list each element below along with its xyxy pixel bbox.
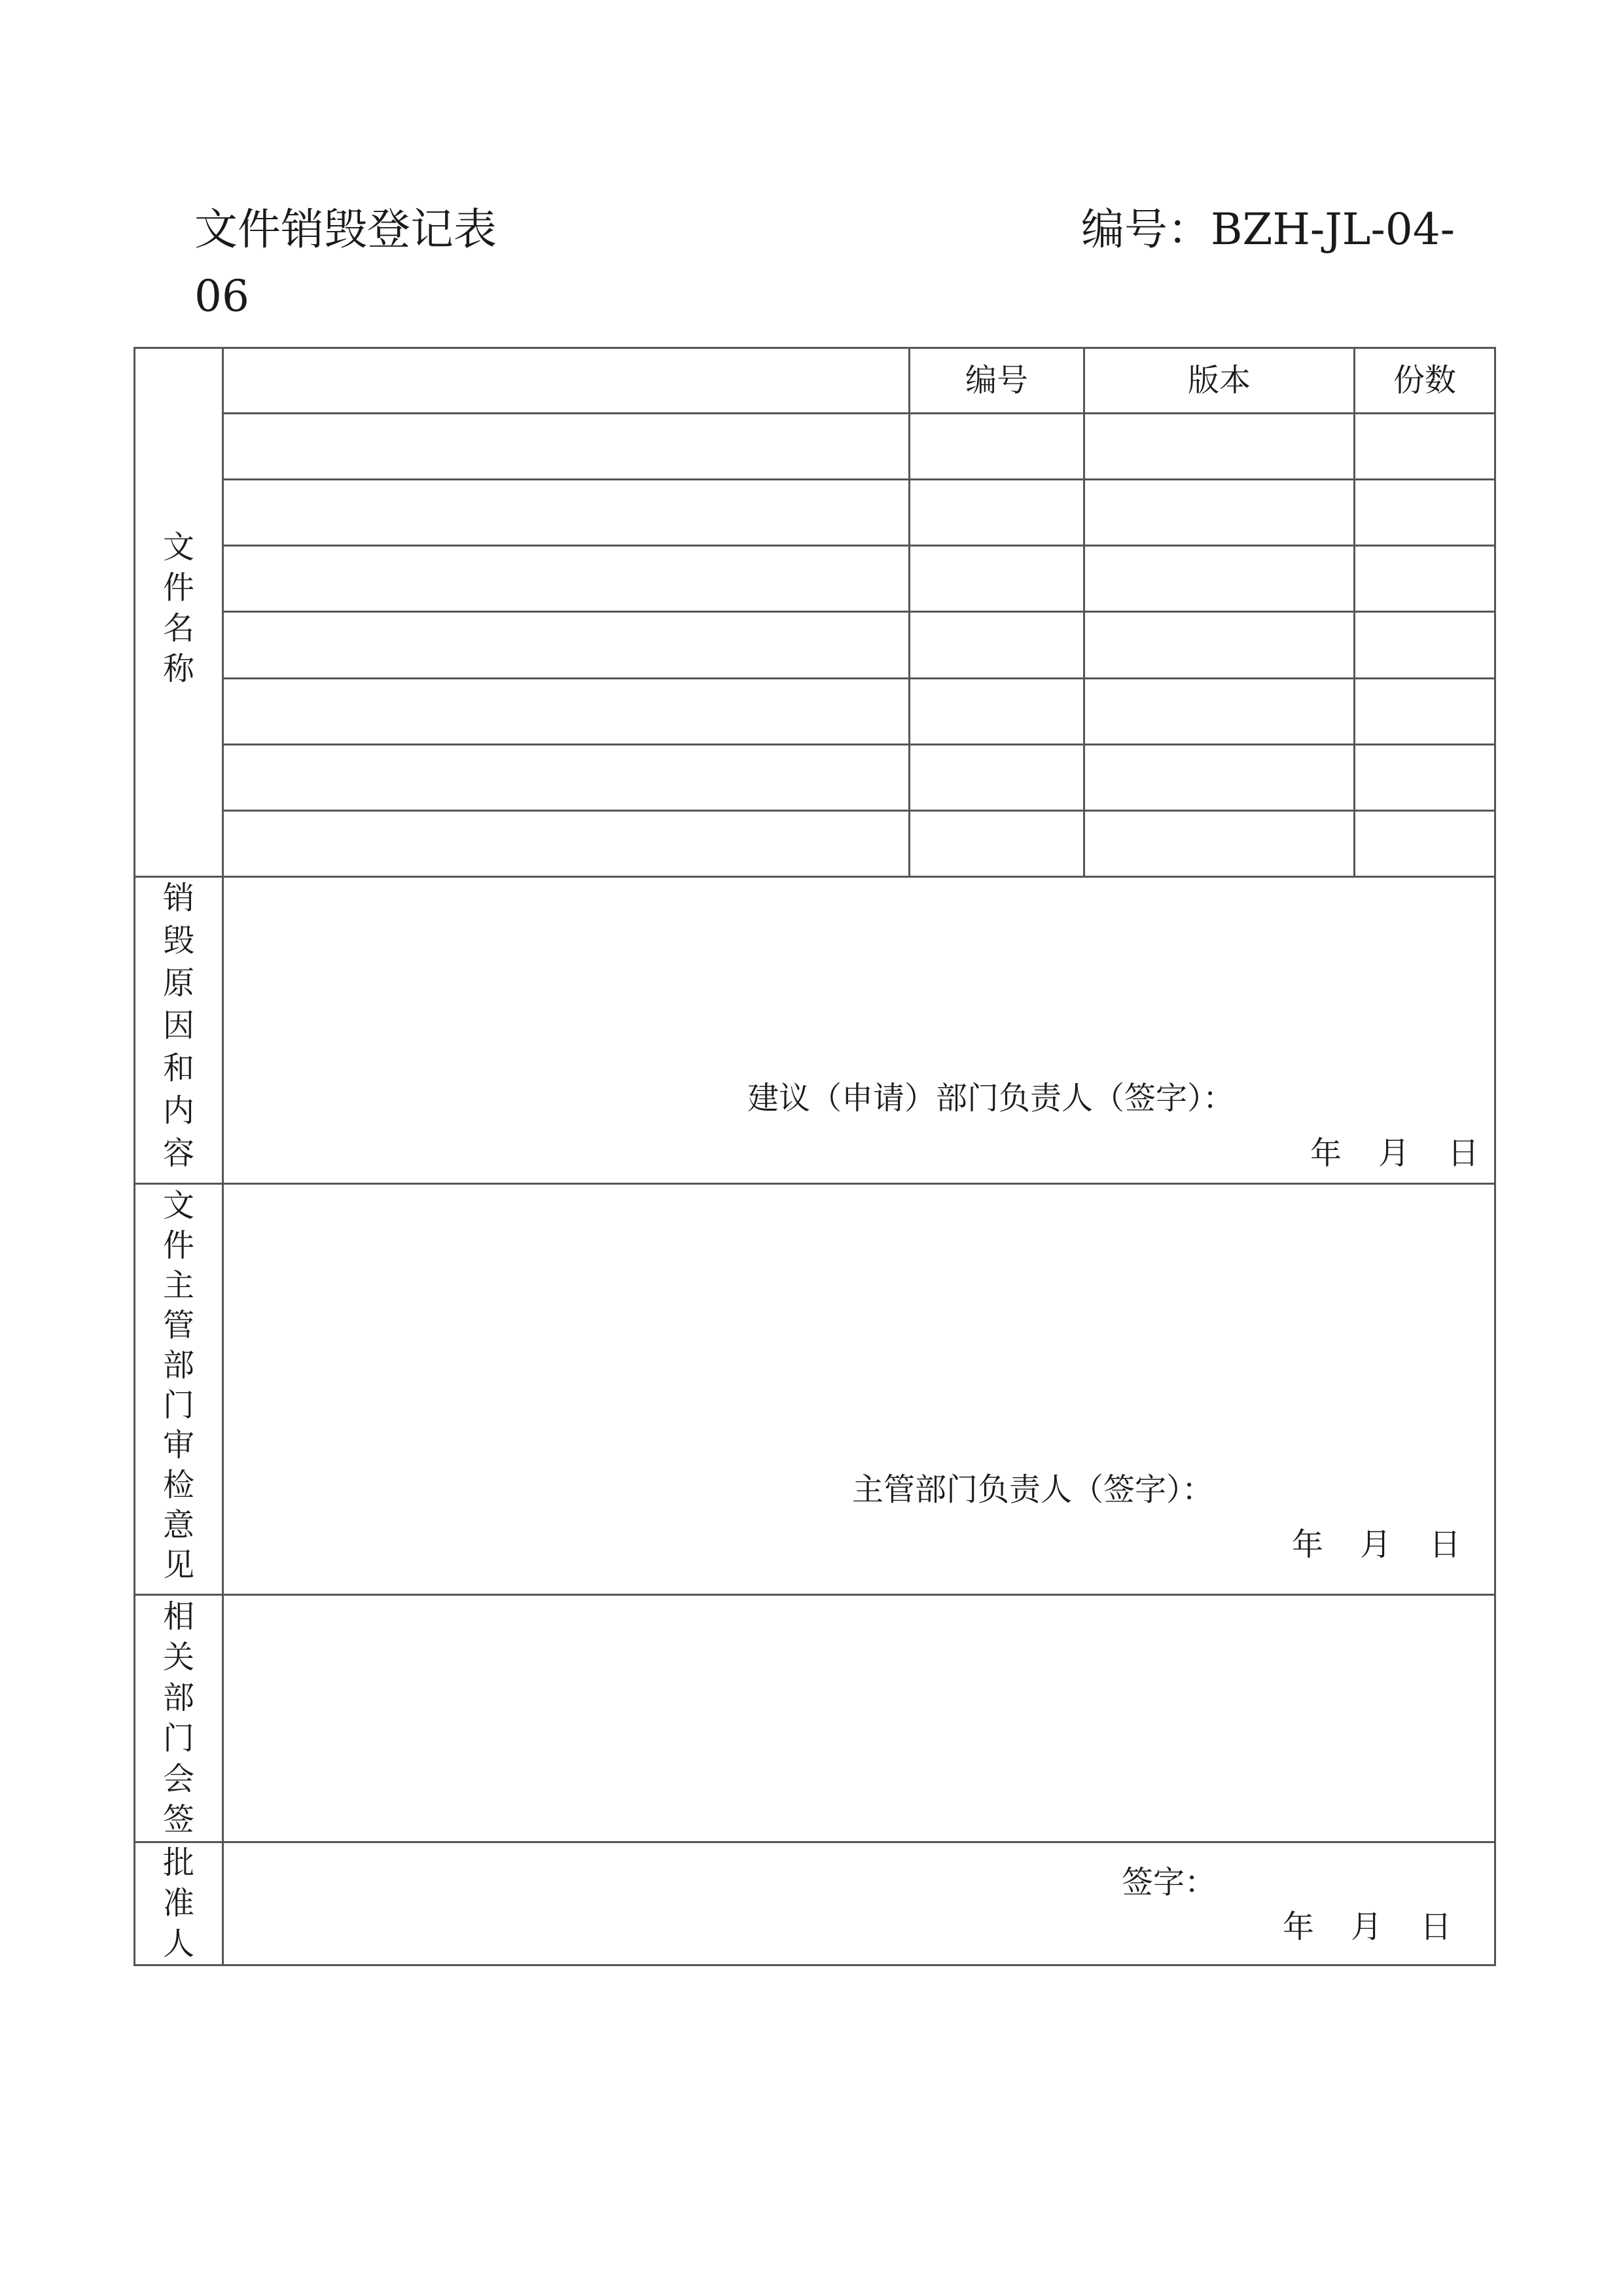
column-divider	[1083, 347, 1085, 878]
section-label-file-name: 文 件 名 称	[162, 529, 194, 687]
row-divider	[222, 478, 1496, 480]
section-divider	[134, 1841, 1496, 1843]
section-divider	[134, 876, 1496, 878]
reason-date-month: 月	[1378, 1135, 1410, 1172]
column-header-version: 版本	[1187, 362, 1251, 399]
section-divider	[134, 1183, 1496, 1185]
label-column-divider	[222, 347, 224, 1966]
review-date-day: 日	[1429, 1526, 1461, 1563]
reason-date-year: 年	[1310, 1135, 1342, 1172]
review-date-month: 月	[1360, 1526, 1392, 1563]
document-code: 编号：BZH-JL-04-	[1081, 204, 1455, 255]
review-date-year: 年	[1292, 1526, 1324, 1563]
document-code-suffix: 06	[194, 271, 249, 321]
section-label-approver: 批 准 人	[162, 1844, 194, 1962]
row-divider	[222, 744, 1496, 745]
row-divider	[222, 611, 1496, 613]
column-header-number: 编号	[965, 362, 1028, 399]
approver-date-month: 月	[1351, 1909, 1383, 1945]
section-label-countersign: 相 关 部 门 会 签	[162, 1598, 194, 1838]
section-label-review: 文 件 主 管 部 门 审 检 意 见	[162, 1187, 194, 1583]
table-border-right	[1494, 347, 1496, 1966]
reason-signature-label: 建议（申请）部门负责人（签字）：	[747, 1080, 1235, 1117]
review-signature-label: 主管部门负责人（签字）：	[852, 1471, 1214, 1508]
section-divider	[134, 1594, 1496, 1596]
approver-date-year: 年	[1283, 1909, 1315, 1945]
page-title: 文件销毁登记表	[194, 204, 497, 255]
column-divider	[908, 347, 910, 878]
row-divider	[222, 677, 1496, 679]
column-divider	[1353, 347, 1355, 878]
row-divider	[222, 545, 1496, 547]
approver-date-day: 日	[1420, 1909, 1452, 1945]
table-border-top	[134, 347, 1496, 349]
reason-date-day: 日	[1448, 1135, 1480, 1172]
destruction-register-table	[134, 347, 1496, 1966]
approver-signature-label: 签字：	[1122, 1864, 1217, 1901]
table-border-bottom	[134, 1964, 1496, 1966]
column-header-copies: 份数	[1393, 362, 1456, 399]
row-divider	[222, 412, 1496, 414]
row-divider	[222, 810, 1496, 812]
section-label-reason: 销 毁 原 因 和 内 容	[162, 880, 194, 1172]
